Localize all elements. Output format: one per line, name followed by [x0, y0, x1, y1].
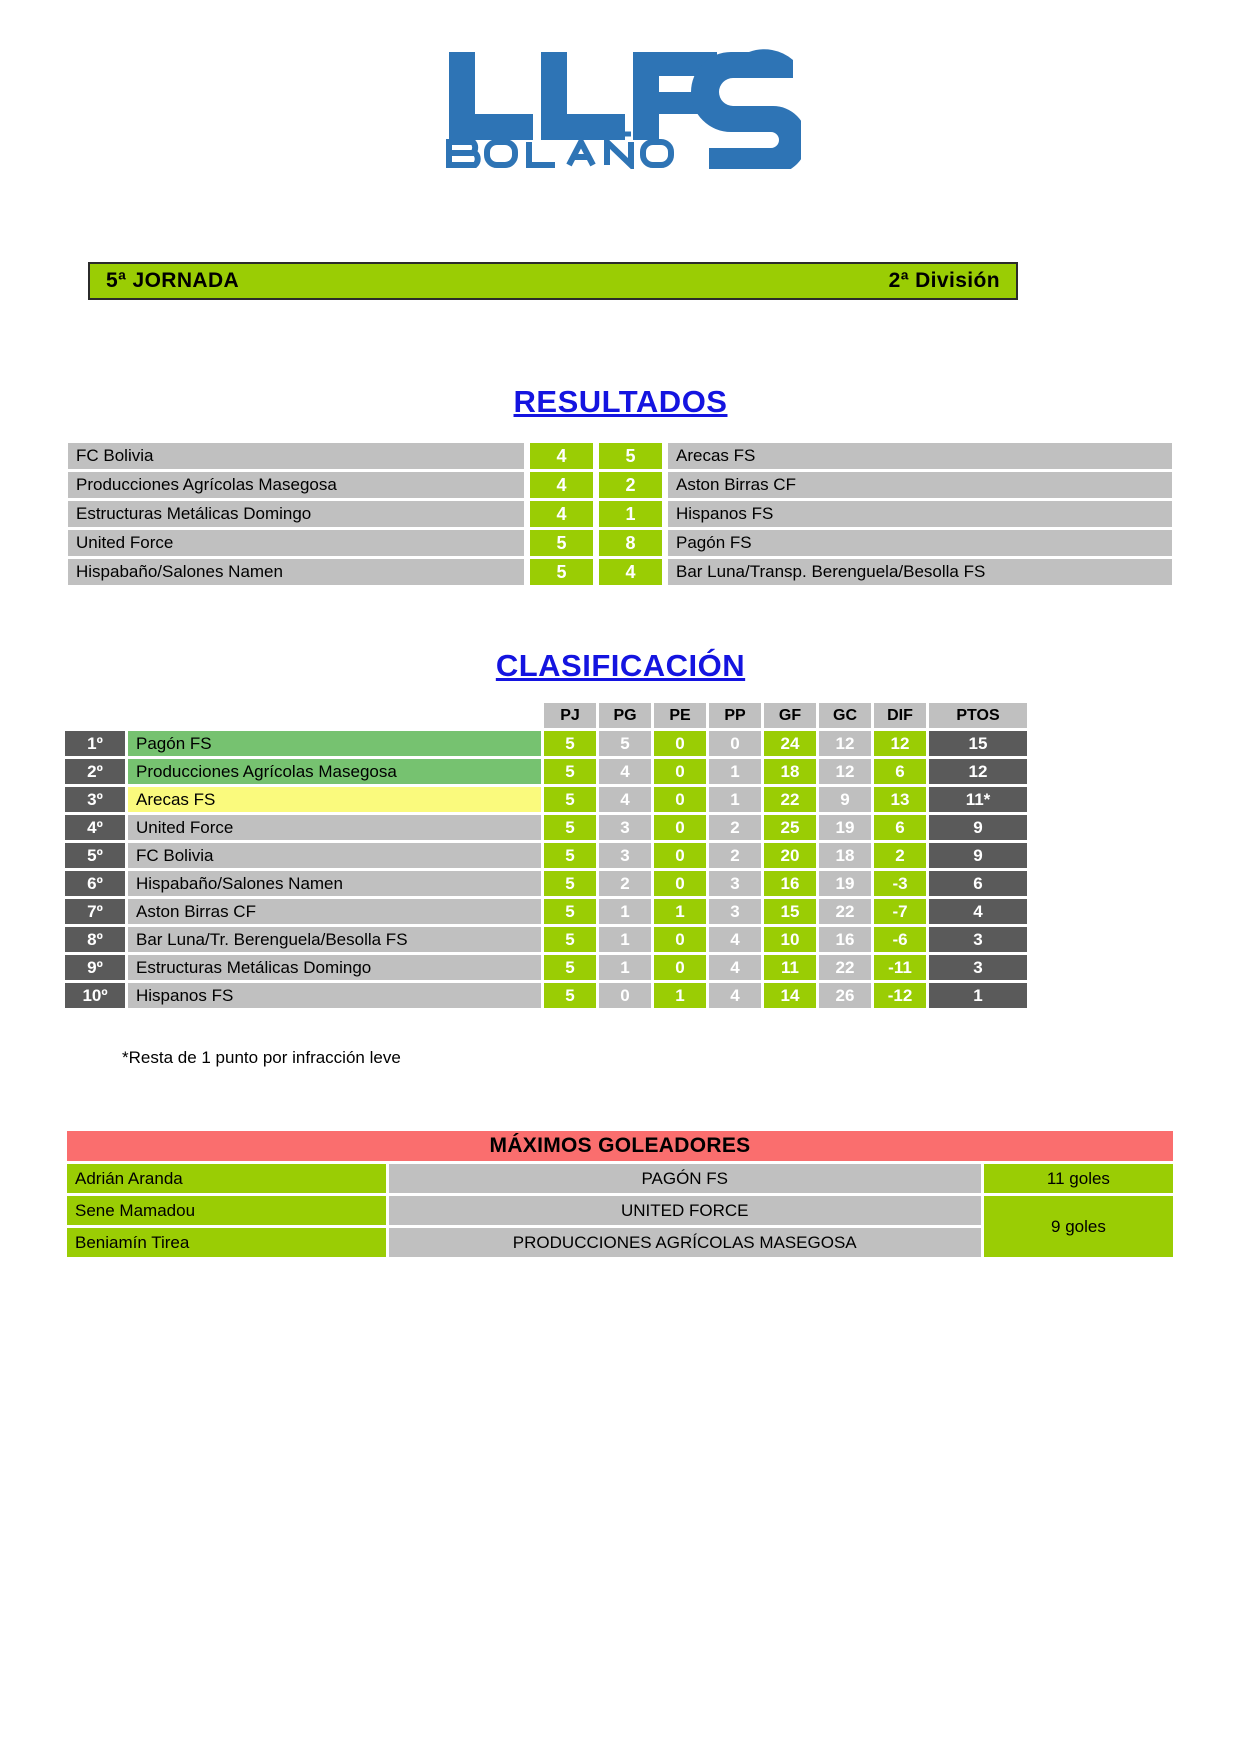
player-name: Adrián Aranda [67, 1164, 386, 1193]
clasificacion-title: CLASIFICACIÓN [495, 648, 746, 683]
stat-pj: 5 [544, 983, 596, 1008]
stat-dif: 12 [874, 731, 926, 756]
stat-pe: 0 [654, 815, 706, 840]
table-header-row [67, 1131, 1173, 1161]
stat-pg: 1 [599, 955, 651, 980]
table-row [65, 731, 1027, 756]
stat-pj: 5 [544, 843, 596, 868]
stat-dif: 6 [874, 759, 926, 784]
team-name: Hispabaño/Salones Namen [128, 871, 541, 896]
logo-icon [441, 44, 801, 169]
stat-pg: 3 [599, 815, 651, 840]
away-team: Hispanos FS [668, 501, 1172, 527]
stat-pp: 3 [709, 899, 761, 924]
stat-ptos: 6 [929, 871, 1027, 896]
stat-pj: 5 [544, 899, 596, 924]
stat-pe: 0 [654, 955, 706, 980]
away-team: Arecas FS [668, 443, 1172, 469]
away-score: 4 [599, 559, 662, 585]
stat-pg: 3 [599, 843, 651, 868]
clasificacion-footnote: *Resta de 1 punto por infracción leve [122, 1048, 401, 1067]
header-pp: PP [709, 703, 761, 728]
table-row [68, 530, 1172, 556]
position: 7º [65, 899, 125, 924]
away-score: 8 [599, 530, 662, 556]
table-row [65, 983, 1027, 1008]
resultados-table [68, 440, 1172, 588]
stat-pe: 0 [654, 871, 706, 896]
stat-gc: 22 [819, 899, 871, 924]
stat-ptos: 15 [929, 731, 1027, 756]
resultados-title: RESULTADOS [513, 384, 728, 419]
table-row [68, 559, 1172, 585]
home-score: 4 [530, 443, 593, 469]
team-name: Aston Birras CF [128, 899, 541, 924]
stat-pe: 0 [654, 927, 706, 952]
stat-gc: 12 [819, 759, 871, 784]
stat-dif: 13 [874, 787, 926, 812]
stat-pe: 1 [654, 899, 706, 924]
stat-ptos: 3 [929, 955, 1027, 980]
stat-gc: 9 [819, 787, 871, 812]
table-row [65, 871, 1027, 896]
stat-pj: 5 [544, 731, 596, 756]
header-pj: PJ [544, 703, 596, 728]
jornada-banner [88, 262, 1018, 300]
home-team: Hispabaño/Salones Namen [68, 559, 524, 585]
table-row [67, 1196, 1173, 1225]
home-team: United Force [68, 530, 524, 556]
stat-gf: 11 [764, 955, 816, 980]
team-name: FC Bolivia [128, 843, 541, 868]
player-goals: 11 goles [984, 1164, 1173, 1193]
table-header-row [65, 703, 1027, 728]
clasificacion-table [62, 700, 1030, 1011]
team-name: United Force [128, 815, 541, 840]
player-name: Sene Mamadou [67, 1196, 386, 1225]
player-goals: 9 goles [984, 1196, 1173, 1257]
header-pe: PE [654, 703, 706, 728]
stat-dif: -3 [874, 871, 926, 896]
stat-ptos: 11* [929, 787, 1027, 812]
stat-pj: 5 [544, 955, 596, 980]
table-row [65, 759, 1027, 784]
team-name: Pagón FS [128, 731, 541, 756]
stat-ptos: 12 [929, 759, 1027, 784]
stat-pg: 4 [599, 759, 651, 784]
stat-dif: 6 [874, 815, 926, 840]
stat-pg: 5 [599, 731, 651, 756]
stat-pe: 0 [654, 731, 706, 756]
stat-pj: 5 [544, 787, 596, 812]
table-row [65, 955, 1027, 980]
stat-gc: 22 [819, 955, 871, 980]
table-row [65, 815, 1027, 840]
stat-pp: 2 [709, 843, 761, 868]
goleadores-title: MÁXIMOS GOLEADORES [67, 1131, 1173, 1161]
home-score: 5 [530, 559, 593, 585]
stat-dif: -11 [874, 955, 926, 980]
stat-ptos: 4 [929, 899, 1027, 924]
home-score: 5 [530, 530, 593, 556]
stat-gc: 16 [819, 927, 871, 952]
stat-pp: 0 [709, 731, 761, 756]
stat-ptos: 3 [929, 927, 1027, 952]
away-score: 1 [599, 501, 662, 527]
division-label: 2ª División [888, 269, 1000, 292]
header-gc: GC [819, 703, 871, 728]
home-score: 4 [530, 501, 593, 527]
stat-gc: 26 [819, 983, 871, 1008]
position: 4º [65, 815, 125, 840]
stat-pp: 3 [709, 871, 761, 896]
stat-ptos: 9 [929, 843, 1027, 868]
home-team: Producciones Agrícolas Masegosa [68, 472, 524, 498]
team-name: Bar Luna/Tr. Berenguela/Besolla FS [128, 927, 541, 952]
stat-dif: 2 [874, 843, 926, 868]
home-team: Estructuras Metálicas Domingo [68, 501, 524, 527]
position: 10º [65, 983, 125, 1008]
stat-pe: 1 [654, 983, 706, 1008]
stat-gf: 25 [764, 815, 816, 840]
table-row [67, 1164, 1173, 1193]
stat-pg: 1 [599, 899, 651, 924]
position: 9º [65, 955, 125, 980]
header-spacer-team [128, 703, 541, 728]
stat-pg: 4 [599, 787, 651, 812]
stat-pg: 0 [599, 983, 651, 1008]
position: 8º [65, 927, 125, 952]
stat-gf: 24 [764, 731, 816, 756]
stat-pj: 5 [544, 871, 596, 896]
stat-gc: 18 [819, 843, 871, 868]
home-team: FC Bolivia [68, 443, 524, 469]
table-row [65, 843, 1027, 868]
header-pg: PG [599, 703, 651, 728]
stat-pj: 5 [544, 927, 596, 952]
away-score: 5 [599, 443, 662, 469]
header-dif: DIF [874, 703, 926, 728]
table-row [65, 899, 1027, 924]
stat-pj: 5 [544, 815, 596, 840]
stat-gf: 18 [764, 759, 816, 784]
team-name: Arecas FS [128, 787, 541, 812]
home-score: 4 [530, 472, 593, 498]
stat-gc: 19 [819, 871, 871, 896]
team-name: Producciones Agrícolas Masegosa [128, 759, 541, 784]
player-club: PRODUCCIONES AGRÍCOLAS MASEGOSA [389, 1228, 981, 1257]
table-row [68, 501, 1172, 527]
jornada-label: 5ª JORNADA [106, 269, 240, 292]
stat-pp: 1 [709, 787, 761, 812]
stat-pe: 0 [654, 843, 706, 868]
maximos-goleadores-table [64, 1128, 1176, 1260]
position: 1º [65, 731, 125, 756]
stat-pp: 1 [709, 759, 761, 784]
stat-gf: 15 [764, 899, 816, 924]
stat-pe: 0 [654, 787, 706, 812]
position: 6º [65, 871, 125, 896]
away-team: Bar Luna/Transp. Berenguela/Besolla FS [668, 559, 1172, 585]
away-team: Pagón FS [668, 530, 1172, 556]
stat-ptos: 9 [929, 815, 1027, 840]
llfs-bolano-logo [0, 44, 1241, 184]
stat-pp: 2 [709, 815, 761, 840]
header-gf: GF [764, 703, 816, 728]
team-name: Hispanos FS [128, 983, 541, 1008]
player-club: PAGÓN FS [389, 1164, 981, 1193]
stat-gf: 10 [764, 927, 816, 952]
player-club: UNITED FORCE [389, 1196, 981, 1225]
stat-pg: 2 [599, 871, 651, 896]
stat-gc: 19 [819, 815, 871, 840]
table-row [65, 927, 1027, 952]
away-score: 2 [599, 472, 662, 498]
table-row [68, 443, 1172, 469]
stat-pp: 4 [709, 927, 761, 952]
stat-pg: 1 [599, 927, 651, 952]
stat-dif: -6 [874, 927, 926, 952]
stat-dif: -7 [874, 899, 926, 924]
player-name: Beniamín Tirea [67, 1228, 386, 1257]
position: 3º [65, 787, 125, 812]
away-team: Aston Birras CF [668, 472, 1172, 498]
team-name: Estructuras Metálicas Domingo [128, 955, 541, 980]
stat-dif: -12 [874, 983, 926, 1008]
stat-pp: 4 [709, 983, 761, 1008]
position: 5º [65, 843, 125, 868]
stat-pe: 0 [654, 759, 706, 784]
position: 2º [65, 759, 125, 784]
stat-gf: 16 [764, 871, 816, 896]
header-spacer-pos [65, 703, 125, 728]
table-row [65, 787, 1027, 812]
stat-gf: 22 [764, 787, 816, 812]
table-row [68, 472, 1172, 498]
stat-gf: 14 [764, 983, 816, 1008]
header-ptos: PTOS [929, 703, 1027, 728]
stat-gf: 20 [764, 843, 816, 868]
stat-pj: 5 [544, 759, 596, 784]
stat-pp: 4 [709, 955, 761, 980]
stat-ptos: 1 [929, 983, 1027, 1008]
stat-gc: 12 [819, 731, 871, 756]
